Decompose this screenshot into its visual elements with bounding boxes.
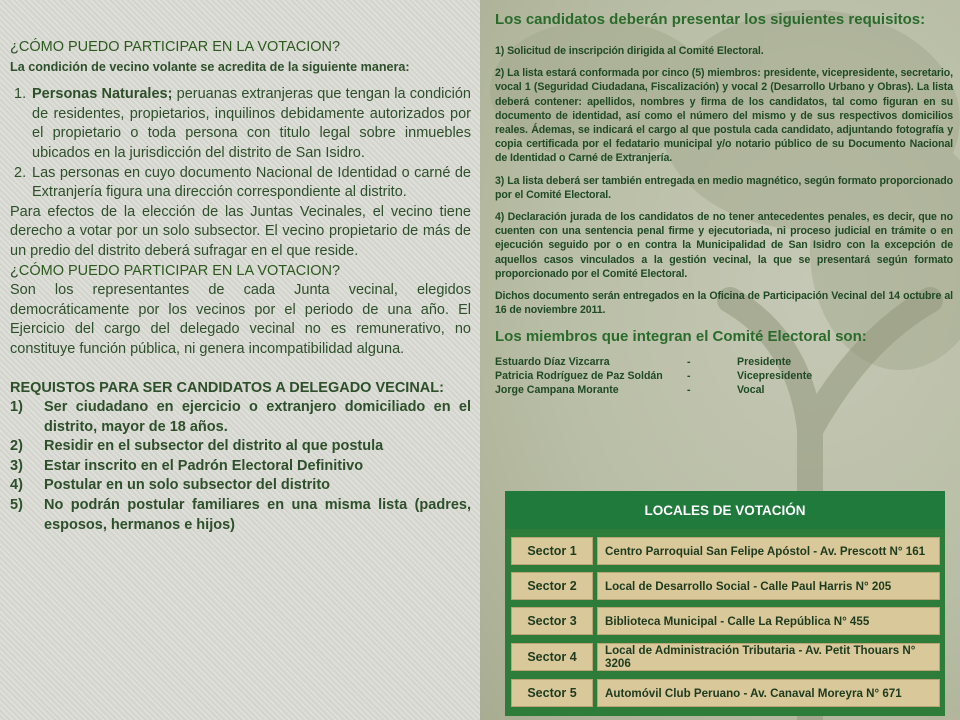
list-item [10,496,471,535]
item-number: 4) [10,477,23,494]
table-row [505,643,945,671]
requirement-paragraph: 2) La lista estará conformada por cinco (5) miembros: presidente, vicepresidente, secretario, vocal 1 (Seguridad Ciudadana, Fiscalización) y vocal 2 (Desarrollo Urbano y Obras). La lista deberá contener: apellidos, nombres y firma de los candidatos, tal como figuran en su documento de identidad, así como el número del mismo y de sus respectivos domicilios reales. Ádemas, se indicará el cargo al que postula cada candidato, adjuntando fotografía y copia certificada por el fedatario municipal y/o notario público de su Documento Nacional de Identidad o Carné de Extranjería. [495,67,953,165]
question-mark-open: ¿ [10,39,19,55]
requirement-paragraph: Dichos documento serán entregados en la Oficina de Participación Vecinal del 14 octubre al 16 de noviembre 2011. [495,290,953,317]
item-number: 1) [10,399,23,416]
member-role: Vicepresidente [737,370,813,383]
table-row [505,607,945,635]
delegates-paragraph: Son los representantes de cada Junta vecinal, elegidos democráticamente por los vecinos por el periodo de una año. El Ejercicio del cargo del delegado vecinal no es remunerativo, no constituye función pública, ni genera incompatibilidad alguna. [10,282,471,357]
question-heading-1 [10,38,471,58]
list-item [10,476,471,496]
item-number: 5) [10,497,23,514]
list-item [10,85,471,163]
voting-paragraph: Para efectos de la elección de las Juntas Vecinales, el vecino tiene derecho a votar por un solo subsector. El vecino propietario de más de un predio del distrito deberá sufragar en el que reside. [10,203,471,259]
question-mark-open: ¿ [10,262,19,279]
member-row [495,383,953,397]
requirements-list [10,398,471,535]
item-text: Residir en el subsector del distrito al que postula [44,438,384,455]
table-row [505,537,945,565]
list-item [10,437,471,457]
sector-cell: Sector 5 [511,679,593,707]
question-mark-close: ? [332,39,341,55]
item-number: 2) [10,438,23,455]
conditions-list [10,85,471,203]
subtitle: La condición de vecino volante se acredita de la siguiente manera: [10,59,410,74]
list-item [10,398,471,437]
requirement-paragraph: 1) Solicitud de inscripción dirigida al Comité Electoral. [495,45,764,57]
member-name: Jorge Campana Morante [495,384,619,397]
item-number: 1. [14,86,27,103]
item-number: 3) [10,457,23,474]
place-cell: Local de Desarrollo Social - Calle Paul Harris N° 205 [597,572,940,600]
item-number: 2. [14,164,27,181]
member-role: Presidente [737,356,792,369]
committee-heading: Los miembros que integran el Comité Electoral son: [495,328,867,346]
item-text: Postular en un solo subsector del distrito [44,477,331,494]
member-row [495,355,953,369]
left-text-column [10,38,471,535]
place-cell: Biblioteca Municipal - Calle La República N° 455 [597,607,940,635]
committee-members [495,355,953,397]
item-bold-lead: Personas Naturales; [32,86,173,103]
sector-cell: Sector 4 [511,643,593,671]
item-text: No podrán postular familiares en una misma lista (padres, esposos, hermanos e hijos) [44,497,471,533]
sector-cell: Sector 1 [511,537,593,565]
table-row [505,679,945,707]
place-cell: Centro Parroquial San Felipe Apóstol - Av. Prescott N° 161 [597,537,940,565]
question-title: CÓMO PUEDO PARTICIPAR EN LA VOTACION [18,39,333,55]
member-name: Estuardo Díaz Vizcarra [495,356,610,369]
member-row [495,369,953,383]
member-dash: - [687,370,691,383]
member-dash: - [687,356,691,369]
item-text: peruanas extranjeras que tengan la condición de residentes, propietarios, inquilinos debidamente autorizados por el propietario o toda persona con titulo legal sobre inmuebles ubicados en la jurisdicción del distrito de San Isidro. [32,86,471,161]
member-dash: - [687,384,691,397]
item-text: Estar inscrito en el Padrón Electoral Definitivo [44,457,364,474]
requirement-paragraph: 4) Declaración jurada de los candidatos de no tener antecedentes penales, es decir, que no cuenten con una sentencia penal firme y ejecutoriada, ni proceso judicial en trámite o en ejecución seguido por o en contra la Municipalidad de San Isidro con la excepción de aquellos casos vinculados a la gestión vecinal, la que se presentará según formato proporcionado por el Comité Electoral. [495,211,953,280]
place-cell: Local de Administración Tributaria - Av. Petit Thouars N° 3206 [597,643,940,671]
question-heading-2 [10,262,471,282]
item-text: Las personas en cuyo documento Nacional de Identidad o carné de Extranjería figura una dirección correspondiente al distrito. [32,164,471,201]
sector-cell: Sector 2 [511,572,593,600]
list-item [10,457,471,477]
list-item [10,164,471,203]
voting-locations-table [505,491,945,716]
member-name: Patricia Rodríguez de Paz Soldán [495,370,663,383]
requirement-paragraph: 3) La lista deberá ser también entregada en medio magnético, según formato proporcionado por el Comité Electoral. [495,174,953,201]
voting-locations-title: LOCALES DE VOTACIÓN [505,491,945,529]
table-row [505,572,945,600]
requirements-column [495,10,953,397]
item-text: Ser ciudadano en ejercicio o extranjero domiciliado en el distrito, mayor de 18 años. [44,399,471,435]
question-title: CÓMO PUEDO PARTICIPAR EN LA VOTACION [18,262,333,279]
requirements-title: REQUISTOS PARA SER CANDIDATOS A DELEGADO VECINAL: [10,379,444,396]
place-cell: Automóvil Club Peruano - Av. Canaval Moreyra N° 671 [597,679,940,707]
member-role: Vocal [737,384,765,397]
question-mark-close: ? [332,262,341,279]
sector-cell: Sector 3 [511,607,593,635]
requirements-heading: Los candidatos deberán presentar los siguientes requisitos: [495,11,926,28]
